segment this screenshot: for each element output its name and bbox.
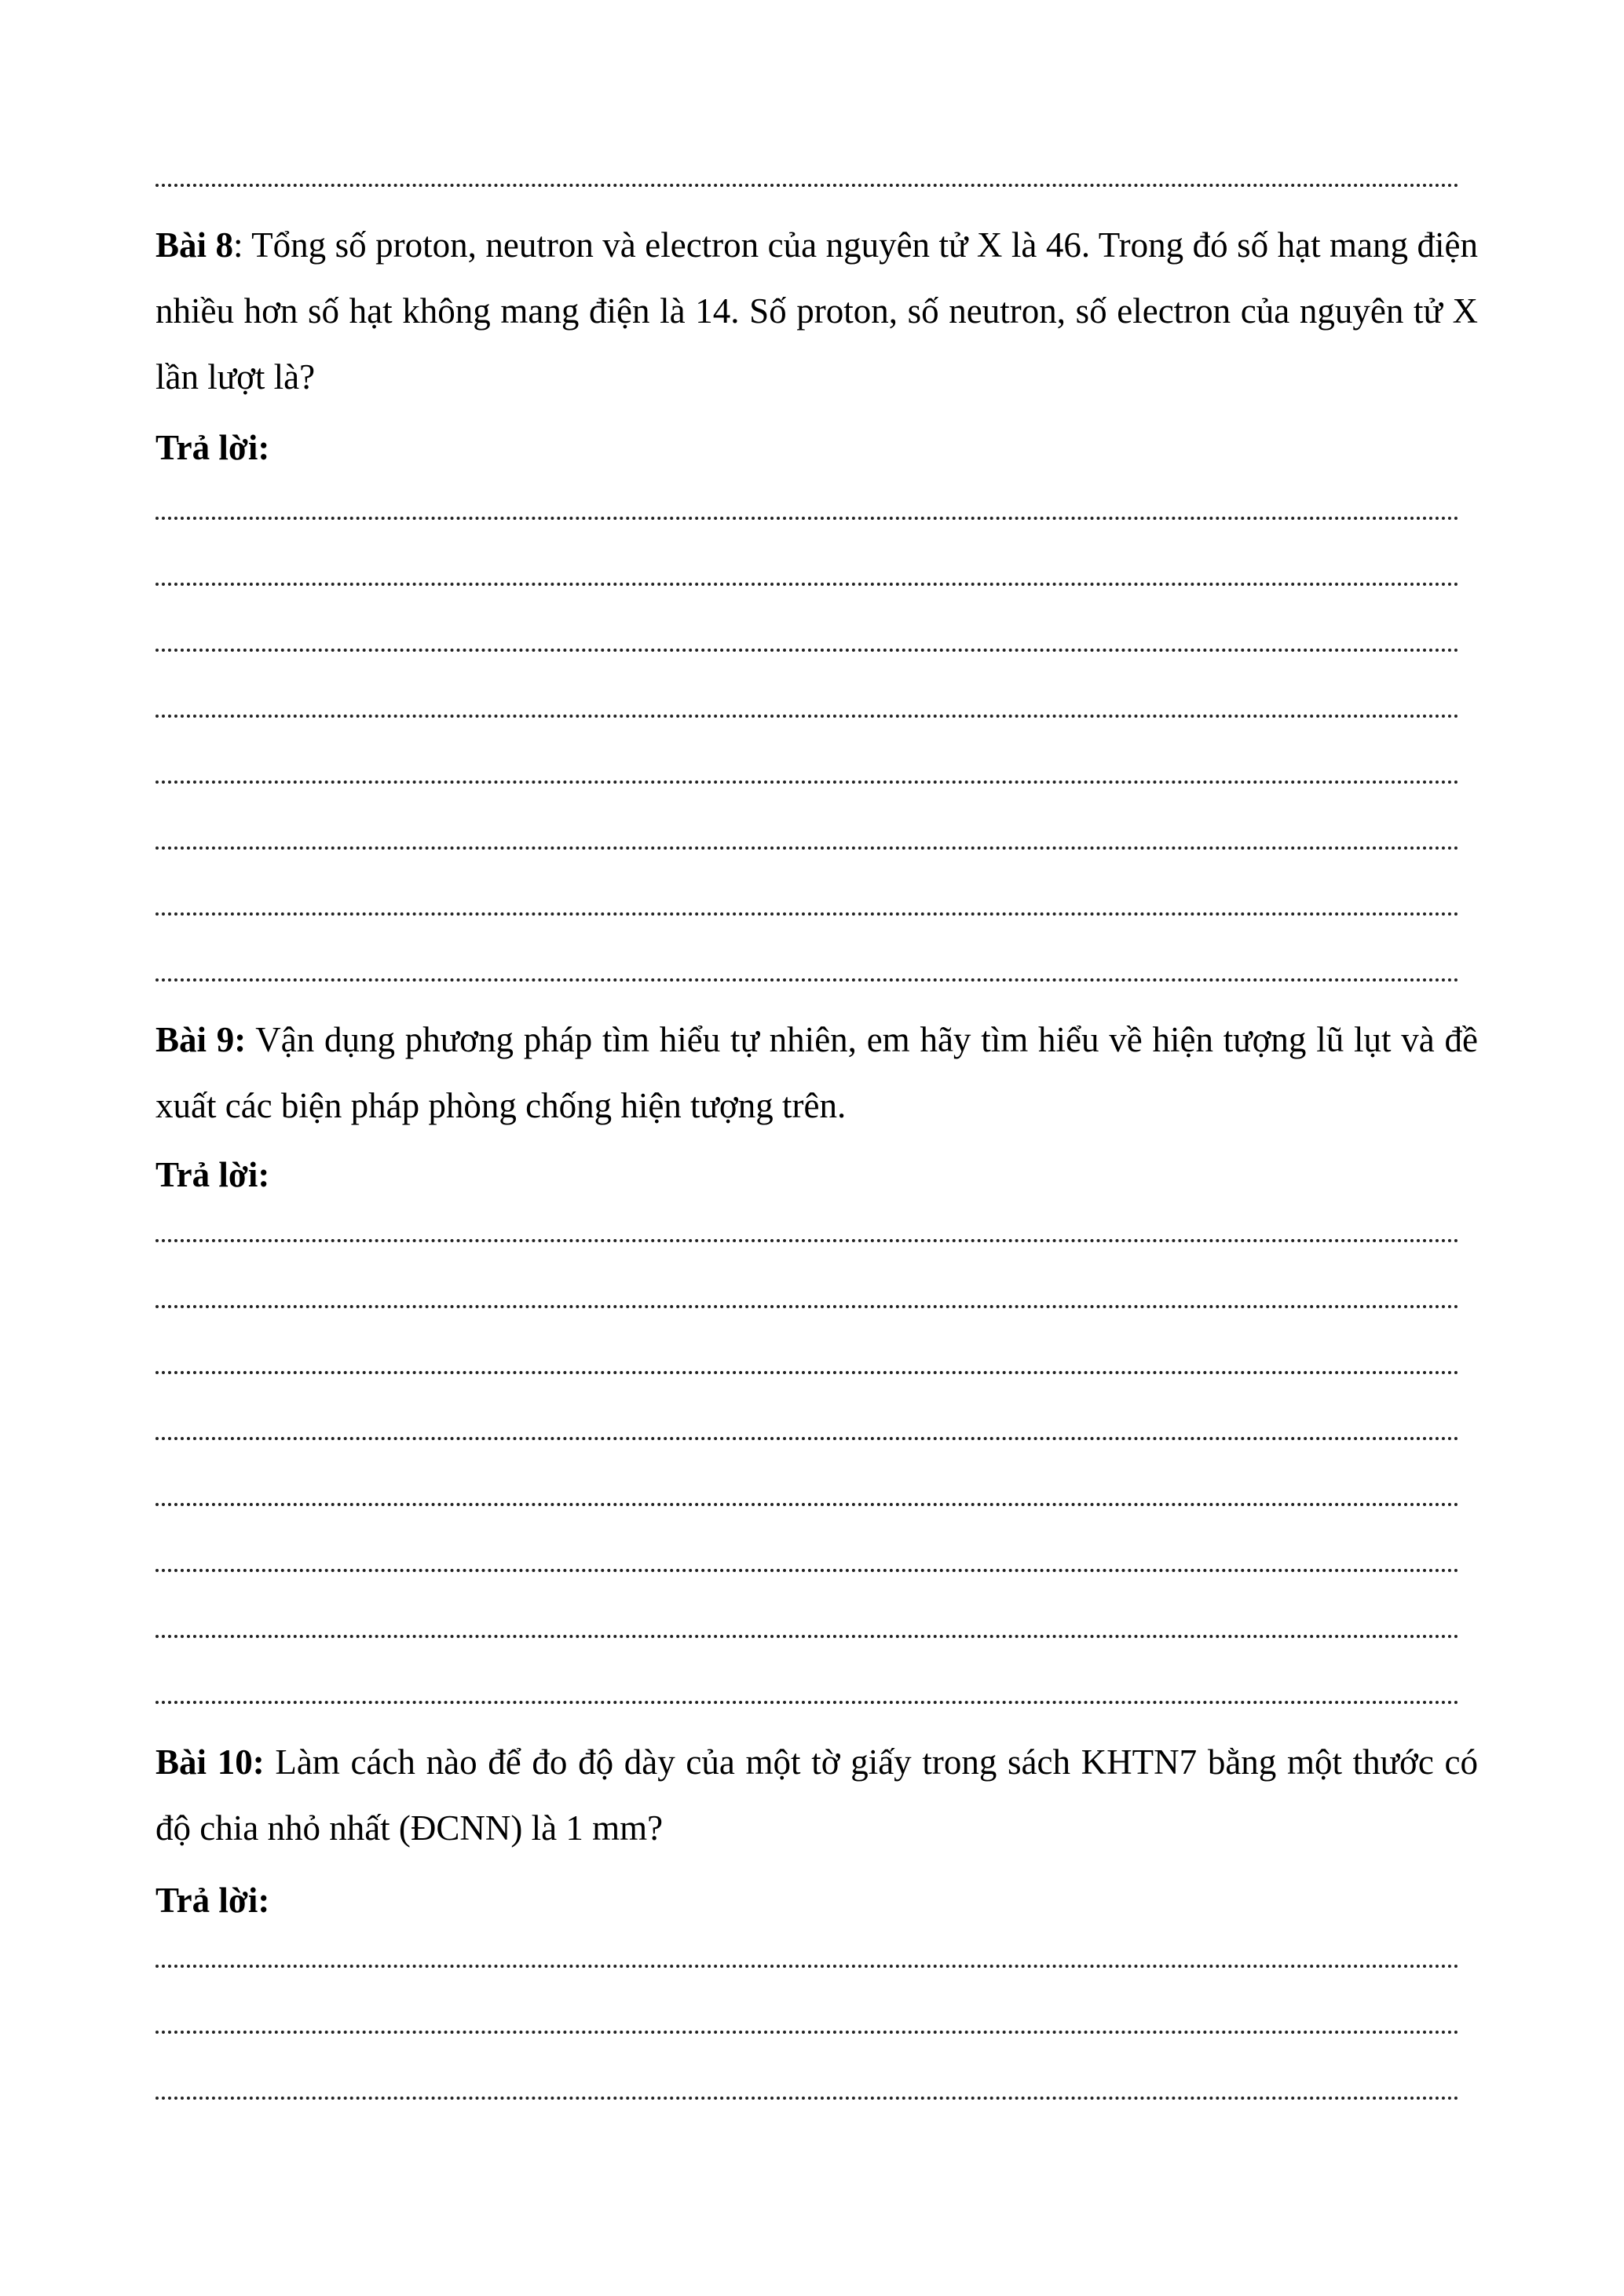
- answer-line: [155, 889, 1459, 916]
- question-label: Bài 10:: [155, 1742, 265, 1782]
- answer-line: [155, 1611, 1459, 1638]
- answer-line: [155, 1545, 1459, 1572]
- answer-line: [155, 757, 1459, 784]
- answer-line: [155, 1479, 1459, 1506]
- question-text: Làm cách nào để đo độ dày của một tờ giấy trong sách KHTN7 bằng một thước có độ chia nhỏ nhất (ĐCNN) là 1 mm?: [155, 1742, 1478, 1848]
- answer-label: Trả lời:: [155, 428, 270, 467]
- answer-line: [155, 1941, 1459, 1968]
- question-9: [155, 1007, 1478, 1139]
- answer-label: Trả lời:: [155, 1155, 270, 1194]
- answer-line: [155, 691, 1459, 718]
- question-text: Tổng số proton, neutron và electron của nguyên tử X là 46. Trong đó số hạt mang điện nhiều hơn số hạt không mang điện là 14. Số proton, số neutron, số electron của nguyên tử X lần lượt là?: [155, 225, 1478, 397]
- question-10: [155, 1729, 1478, 1861]
- answer-line: [155, 2007, 1459, 2034]
- answer-line: [155, 1216, 1459, 1242]
- answer-line: [155, 823, 1459, 850]
- answer-line: [155, 160, 1459, 187]
- question-label: Bài 9:: [155, 1020, 247, 1059]
- answer-line: [155, 955, 1459, 982]
- answer-line: [155, 1413, 1459, 1440]
- answer-label: Trả lời:: [155, 1881, 270, 1920]
- question-label: Bài 8: [155, 225, 233, 265]
- question-text: Vận dụng phương pháp tìm hiểu tự nhiên, em hãy tìm hiểu về hiện tượng lũ lụt và đề xuất các biện pháp phòng chống hiện tượng trên.: [155, 1020, 1478, 1125]
- answer-line: [155, 2073, 1459, 2100]
- answer-line: [155, 493, 1459, 520]
- answer-line: [155, 1347, 1459, 1374]
- question-label-suffix: :: [233, 225, 243, 265]
- answer-line: [155, 625, 1459, 652]
- answer-line: [155, 1677, 1459, 1704]
- answer-line: [155, 559, 1459, 586]
- answer-line: [155, 1281, 1459, 1308]
- question-8: [155, 212, 1478, 410]
